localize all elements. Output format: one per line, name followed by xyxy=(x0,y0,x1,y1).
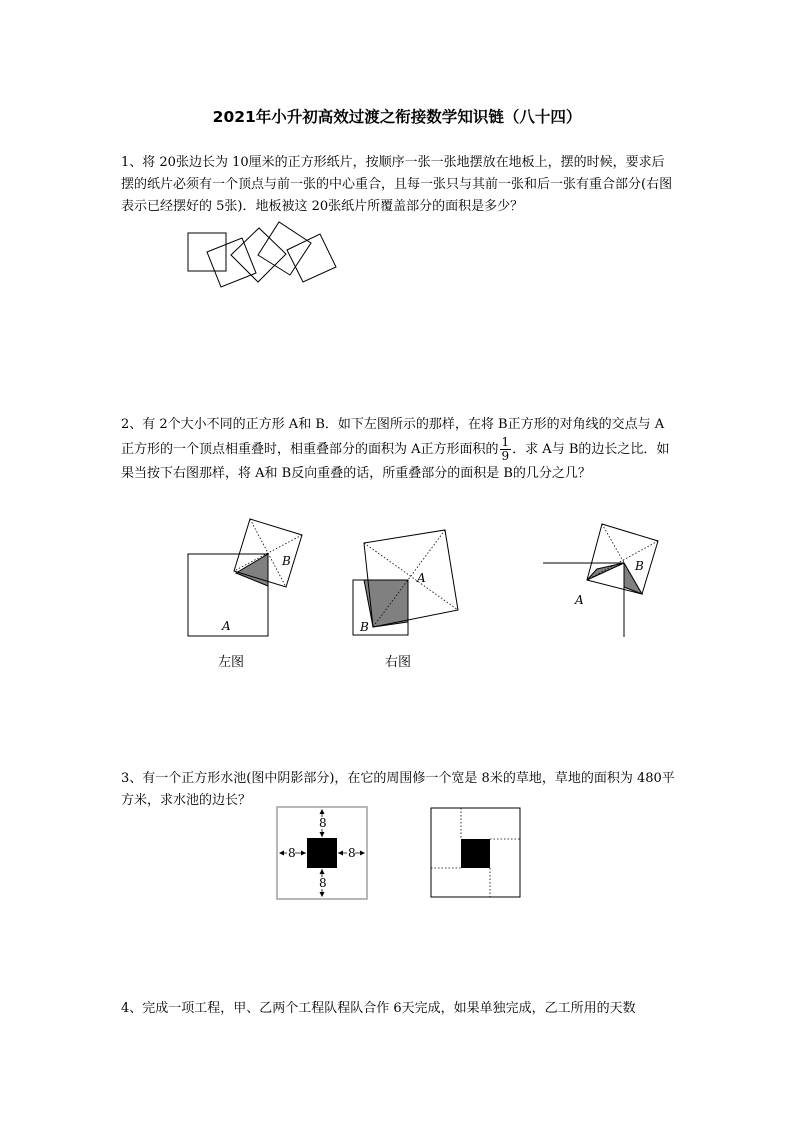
question-4-text: 4、完成一项工程，甲、乙两个工程队程队合作 6天完成，如果单独完成，乙工所用的天数 xyxy=(121,1001,636,1016)
q2-third-figure xyxy=(540,515,665,640)
q2-third-shade-left xyxy=(587,563,624,580)
q2-left-label-b: B xyxy=(282,554,291,568)
question-2-text-part1: 2、有 2个大小不同的正方形 A和 B．如下左图所示的那样，在将 B正方形的对角线的交点与 A正方形的一个顶点相重叠时，相重叠部分的面积为 A正方形面积的 xyxy=(121,417,665,457)
q1-square-4 xyxy=(258,222,311,275)
q3-pool-figure-arrows xyxy=(276,806,368,900)
q2-right-diagonal-2 xyxy=(373,530,445,627)
q3-pool-figure-partition xyxy=(430,807,522,899)
fraction-numerator: 1 xyxy=(501,435,510,449)
q2-right-label-b: B xyxy=(360,620,369,634)
q2-left-figure xyxy=(180,510,310,640)
question-3-text: 3、有一个正方形水池(图中阴影部分)，在它的周围修一个宽是 8米的草地，草地的面积为 480平方米，求水池的边长？ xyxy=(121,771,675,808)
q3-width-label-left: 8 xyxy=(288,846,296,860)
q2-left-label-a: A xyxy=(222,619,231,633)
q1-square-chain-figure xyxy=(180,220,345,295)
q2-third-square-b xyxy=(587,524,658,594)
fraction-one-ninth xyxy=(500,436,512,463)
page-title: 2021年小升初高效过渡之衔接数学知识链（八十四） xyxy=(212,108,582,126)
q2-third-label-a: A xyxy=(575,593,584,607)
q1-square-2 xyxy=(207,238,256,287)
q1-square-5 xyxy=(287,234,336,282)
q3-width-label-top: 8 xyxy=(319,816,327,830)
q2-left-overlap-shade xyxy=(236,554,268,586)
caption-left-figure: 左图 xyxy=(218,655,245,670)
q3-pool-square xyxy=(307,838,337,868)
fraction-denominator: 9 xyxy=(501,449,510,463)
q2-right-figure xyxy=(345,520,470,640)
q3-partition-pool xyxy=(461,839,490,868)
q3-width-label-bottom: 8 xyxy=(319,876,327,890)
caption-right-figure: 右图 xyxy=(385,655,412,670)
question-2-text xyxy=(121,414,677,485)
q2-third-label-b: B xyxy=(635,559,644,573)
question-1-text: 1、将 20张边长为 10厘米的正方形纸片，按顺序一张一张地摆放在地板上，摆的时候，要求后摆的纸片必须有一个顶点与前一张的中心重合，且每一张只与其前一张和后一张有重合部分(右图表示已经摆好的 5张)．地板被这 20张纸片所覆盖部分的面积是多少？ xyxy=(121,155,673,214)
q3-width-label-right: 8 xyxy=(348,846,356,860)
question-2-text-part2: ．求 A与 B的边长之比．如果当按下右图那样，将 A和 B反向重叠的话，所重叠部分的面积是 B的几分之几？ xyxy=(121,442,670,481)
q2-right-label-a: A xyxy=(417,571,426,585)
